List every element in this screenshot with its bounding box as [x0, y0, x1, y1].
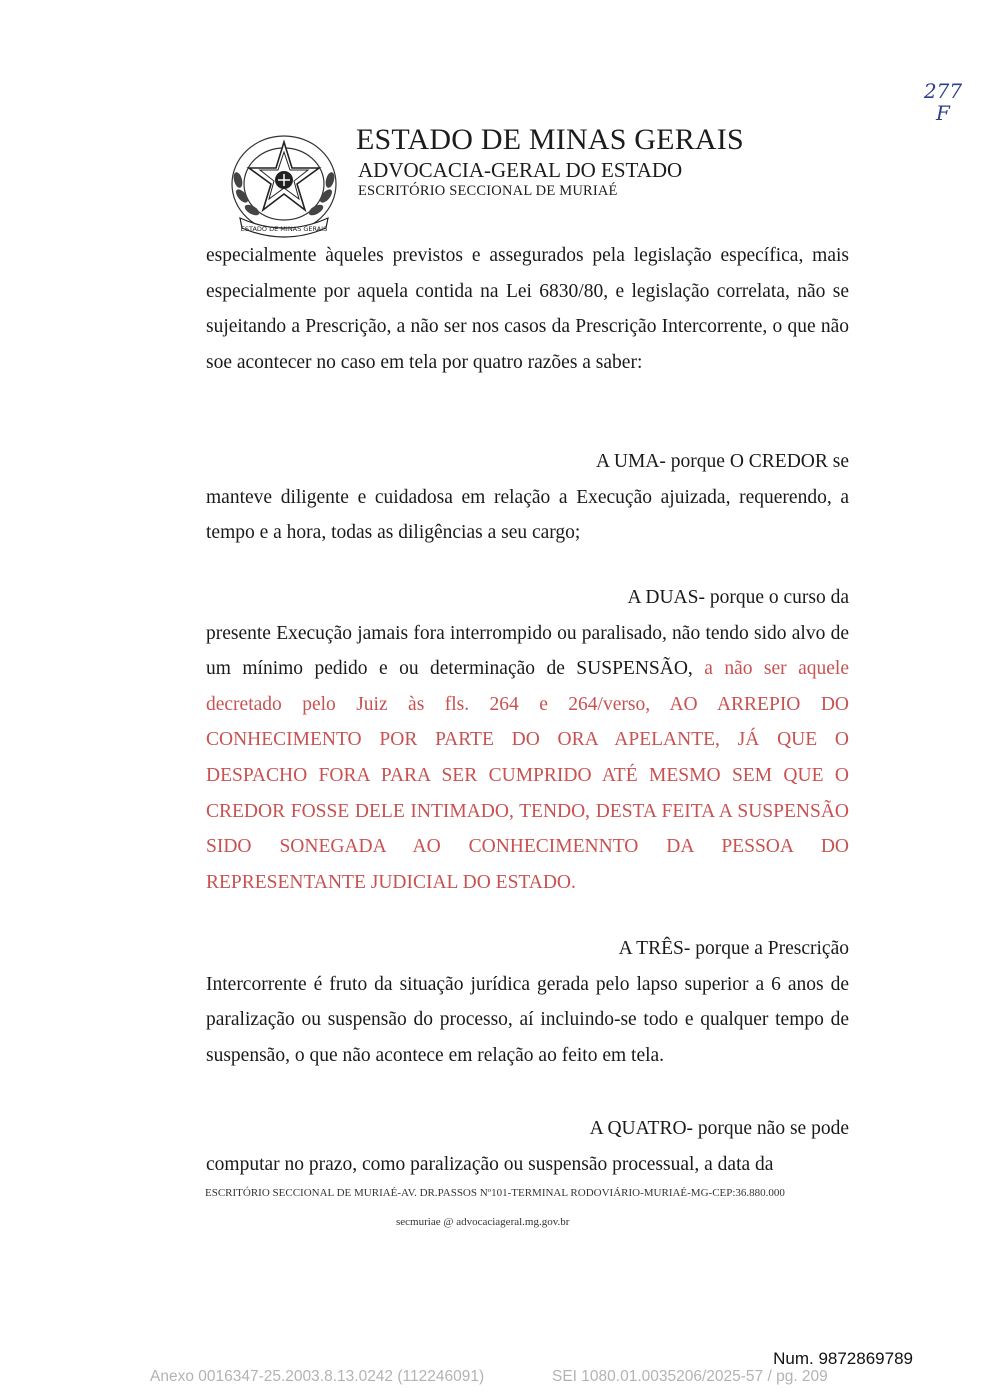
handwritten-page-number: 277 F: [923, 79, 963, 125]
header-subtitle: ADVOCACIA-GERAL DO ESTADO: [358, 158, 683, 182]
paragraph-intro: especialmente àqueles previstos e assegurados pela legislação específica, mais especialmente por aquela contida na Lei 6830/80, e legislação correlata, não se sujeitando a Prescrição, a não ser nos casos da Prescrição Intercorrente, o que não soe acontecer no caso em tela por quatro razões a saber:: [206, 245, 849, 373]
paragraph-a-uma: [206, 444, 849, 551]
sei-reference: SEI 1080.01.0035206/2025-57 / pg. 209: [552, 1368, 828, 1385]
paragraph-a-tres-lead: A TRÊS- porque a Prescrição: [618, 938, 849, 959]
paragraph-a-quatro-lead: A QUATRO- porque não se pode: [589, 1118, 849, 1139]
annex-reference: Anexo 0016347-25.2003.8.13.0242 (112246091): [150, 1368, 485, 1385]
paragraph-a-uma-body: manteve diligente e cuidadosa em relação a Execução ajuizada, requerendo, a tempo e a hora, todas as diligências a seu cargo;: [206, 486, 849, 544]
footer-address: ESCRITÓRIO SECCIONAL DE MURIAÉ-AV. DR.PASSOS Nº101-TERMINAL RODOVIÁRIO-MURIAÉ-MG-CEP:36.880.000: [205, 1187, 785, 1199]
footer-email: secmuriae @ advocaciageral.mg.gov.br: [396, 1216, 570, 1228]
header-title: ESTADO DE MINAS GERAIS: [356, 123, 744, 156]
paragraph-a-quatro-body: computar no prazo, como paralização ou suspensão processual, a data da: [206, 1153, 774, 1175]
paragraph-a-tres-body: Intercorrente é fruto da situação jurídica gerada pelo lapso superior a 6 anos de paralização ou suspensão do processo, aí incluindo-se todo e qualquer tempo de suspensão, o que não acontece em relação ao feito em tela.: [206, 973, 849, 1066]
paragraph-a-duas-lead: A DUAS- porque o curso da: [627, 587, 849, 608]
document-number: Num. 9872869789: [773, 1349, 913, 1368]
header-office: ESCRITÓRIO SECCIONAL DE MURIAÉ: [358, 183, 618, 199]
paragraph-a-tres: [206, 931, 849, 1073]
paragraph-a-duas-body: presente Execução jamais fora interrompido ou paralisado, não tendo sido alvo de um mínimo pedido e ou determinação de SUSPENSÃO,: [206, 622, 849, 680]
seal-ribbon-text: ESTADO DE MINAS GERAIS: [240, 225, 328, 233]
paragraph-a-uma-lead: A UMA- porque O CREDOR se: [596, 451, 849, 472]
state-seal-icon: [222, 130, 346, 242]
paragraph-a-duas: [206, 580, 849, 900]
paragraph-a-quatro: [206, 1111, 849, 1182]
paragraph-a-duas-highlight: a não ser aquele decretado pelo Juiz às fls. 264 e 264/verso, AO ARREPIO DO CONHECIMENTO POR PARTE DO ORA APELANTE, JÁ QUE O DESPACHO FORA PARA SER CUMPRIDO ATÉ MESMO SEM QUE O CREDOR FOSSE DELE INTIMADO, TENDO, DESTA FEITA A SUSPENSÃO SIDO SONEGADA AO CONHECIMENNTO DA PESSOA DO REPRESENTANTE JUDICIAL DO ESTADO.: [206, 658, 849, 893]
